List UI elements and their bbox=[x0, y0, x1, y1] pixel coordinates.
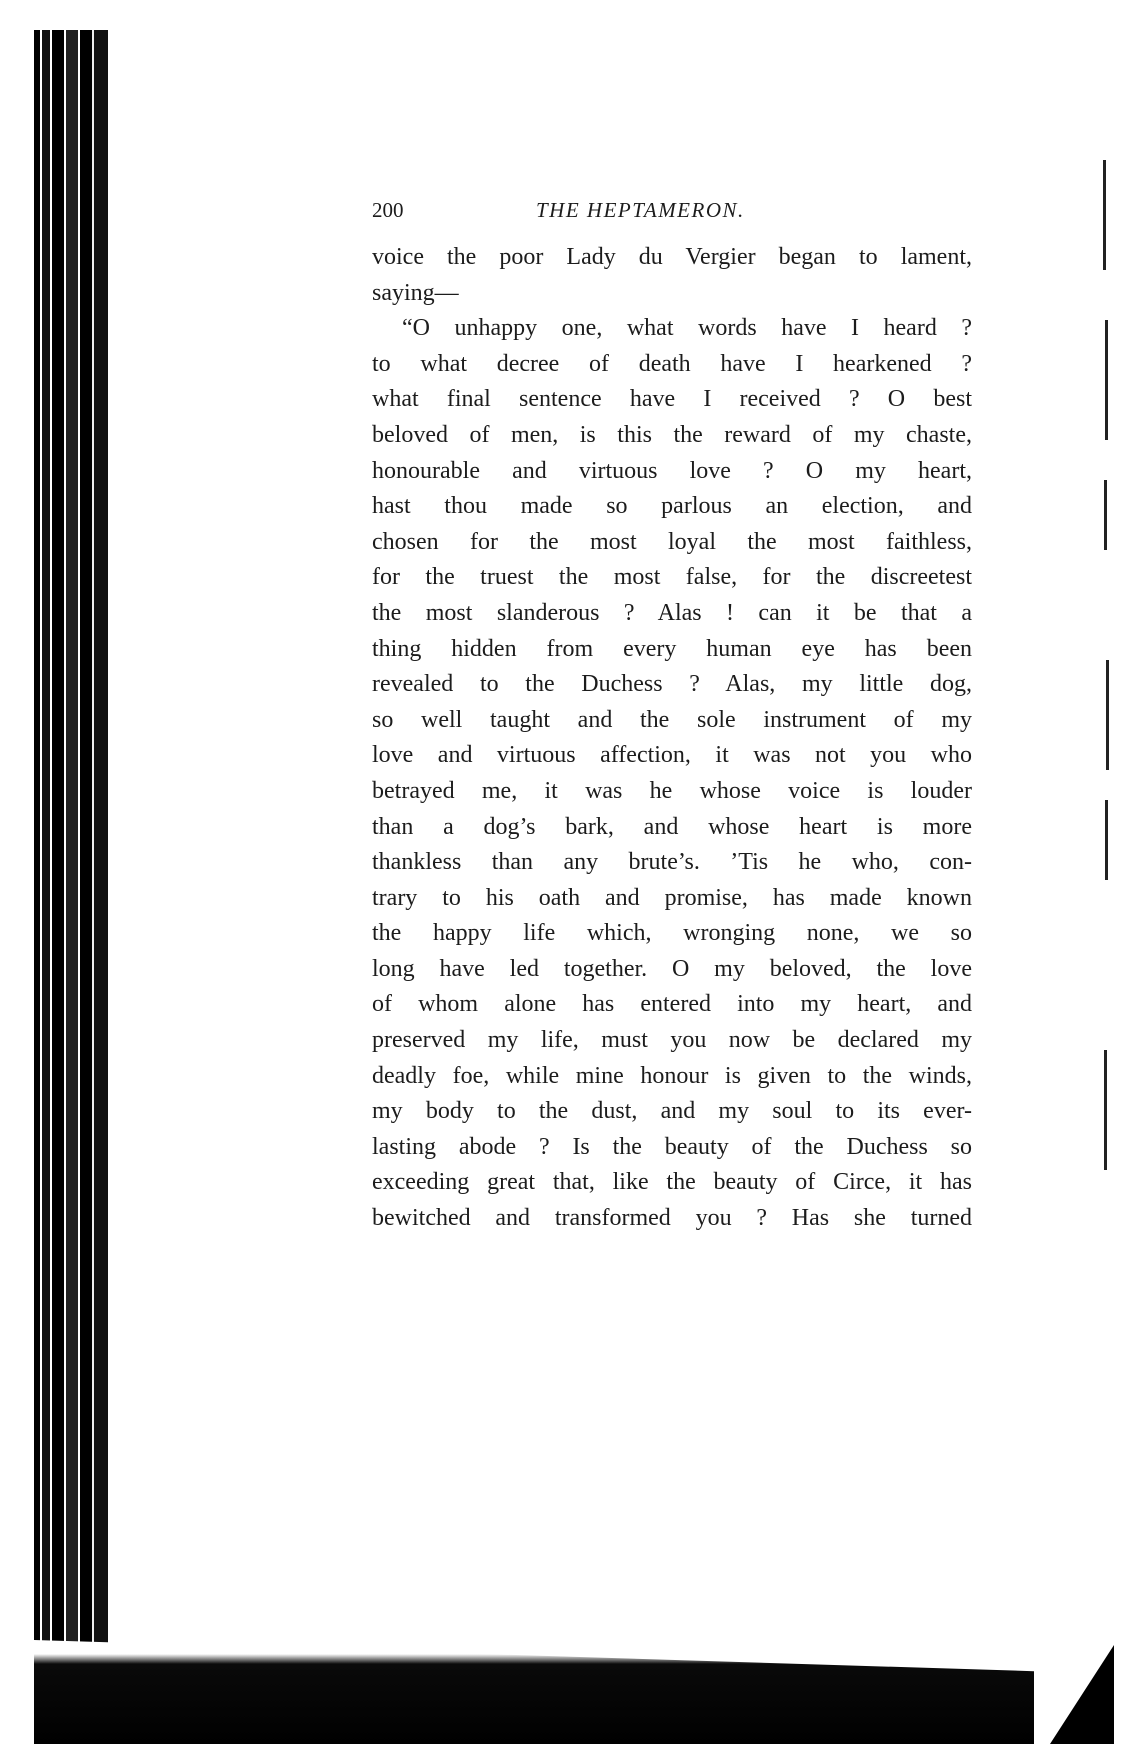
text-line: the most slanderous ? Alas ! can it be that a bbox=[372, 599, 972, 626]
body-text bbox=[372, 240, 972, 1237]
text-line: thing hidden from every human eye has been bbox=[372, 635, 972, 662]
text-line: preserved my life, must you now be declared my bbox=[372, 1027, 972, 1054]
text-line: beloved of men, is this the reward of my chaste, bbox=[372, 421, 972, 448]
text-line: bewitched and transformed you ? Has she turned bbox=[372, 1205, 972, 1232]
text-line: saying— bbox=[372, 279, 459, 306]
text-line: lasting abode ? Is the beauty of the Duchess so bbox=[372, 1133, 972, 1160]
text-line: revealed to the Duchess ? Alas, my little dog, bbox=[372, 671, 972, 698]
scan-artifact bbox=[1105, 320, 1108, 440]
text-line: chosen for the most loyal the most faithless, bbox=[372, 528, 972, 555]
text-line: thankless than any brute’s. ’Tis he who, con- bbox=[372, 849, 972, 876]
text-line: “O unhappy one, what words have I heard ? bbox=[402, 315, 972, 342]
page-margin bbox=[0, 0, 34, 1744]
text-line: exceeding great that, like the beauty of Circe, it has bbox=[372, 1169, 972, 1196]
book-page bbox=[372, 198, 972, 1237]
text-line: long have led together. O my beloved, the love bbox=[372, 955, 972, 982]
scan-artifact bbox=[1104, 1050, 1107, 1170]
text-line: deadly foe, while mine honour is given to the winds, bbox=[372, 1062, 972, 1089]
scan-artifact bbox=[1105, 800, 1108, 880]
text-line: voice the poor Lady du Vergier began to lament, bbox=[372, 244, 972, 270]
text-line: than a dog’s bark, and whose heart is more bbox=[372, 813, 972, 840]
text-line: love and virtuous affection, it was not you who bbox=[372, 742, 972, 769]
text-line: my body to the dust, and my soul to its ever- bbox=[372, 1098, 972, 1125]
text-line: trary to his oath and promise, has made known bbox=[372, 884, 972, 911]
scan-artifact bbox=[1103, 160, 1106, 270]
scan-artifact bbox=[1104, 480, 1107, 550]
text-line: betrayed me, it was he whose voice is louder bbox=[372, 777, 972, 804]
book-binding-shadow bbox=[34, 30, 108, 1650]
running-head bbox=[372, 198, 972, 230]
text-line: the happy life which, wronging none, we so bbox=[372, 920, 972, 947]
text-line: what final sentence have I received ? O best bbox=[372, 386, 972, 413]
scan-artifact bbox=[1106, 660, 1109, 770]
text-line: hast thou made so parlous an election, and bbox=[372, 493, 972, 520]
text-line: of whom alone has entered into my heart, and bbox=[372, 991, 972, 1018]
book-title: THE HEPTAMERON. bbox=[536, 198, 745, 222]
text-line: honourable and virtuous love ? O my heart, bbox=[372, 457, 972, 484]
bottom-edge-shadow bbox=[34, 1640, 1034, 1744]
page-number: 200 bbox=[372, 198, 404, 222]
text-line: for the truest the most false, for the discreetest bbox=[372, 564, 972, 591]
text-line: so well taught and the sole instrument of my bbox=[372, 706, 972, 733]
corner-shadow bbox=[1050, 1645, 1114, 1744]
text-line: to what decree of death have I hearkened ? bbox=[372, 350, 972, 377]
